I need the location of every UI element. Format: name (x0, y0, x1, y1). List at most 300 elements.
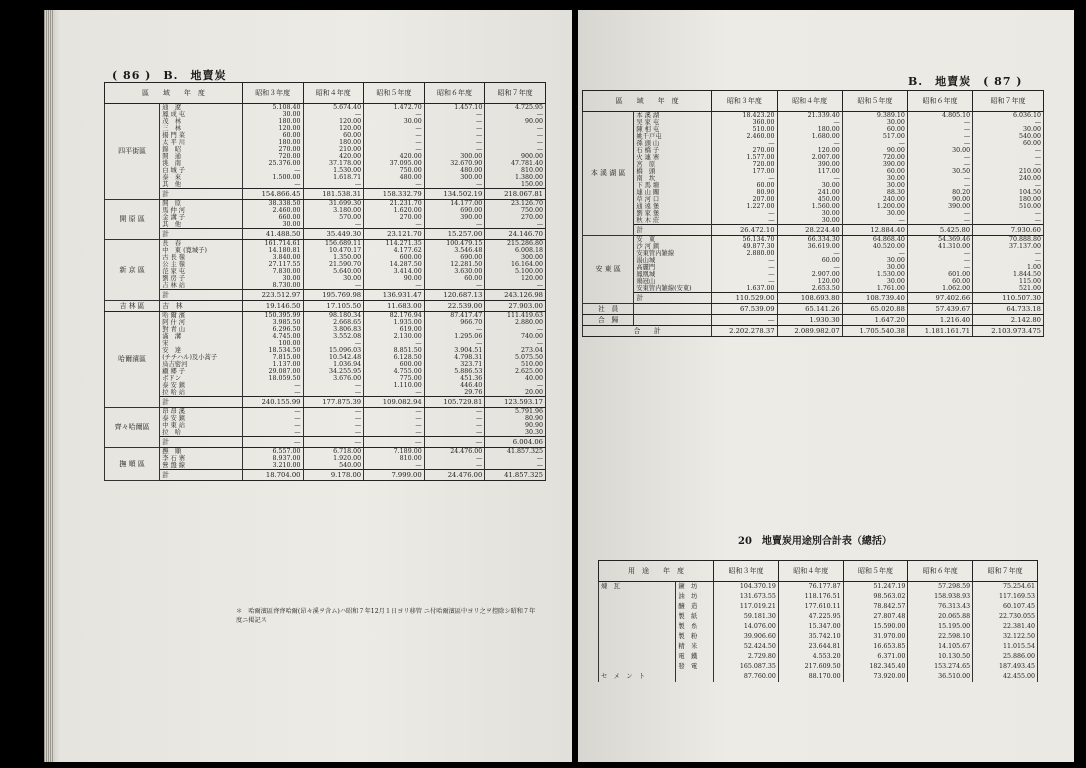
value-cell: — (907, 217, 972, 225)
value-cell: — (973, 154, 1044, 161)
value-cell: — (712, 140, 777, 147)
subtotal-value: — (303, 437, 364, 448)
value-cell: 115.00 (973, 278, 1044, 285)
table-row (105, 333, 546, 340)
value-cell: 480.00 (424, 167, 485, 174)
value-cell: 1.620.00 (364, 207, 425, 214)
value-cell: 1.137.00 (242, 361, 303, 368)
table-row (105, 167, 546, 174)
value-cell: 30.00 (777, 210, 842, 217)
value-cell: 20.065.88 (908, 612, 973, 622)
subtotal-row (583, 315, 1044, 326)
subtotal-row (583, 225, 1044, 236)
value-cell: — (973, 119, 1044, 126)
station-cell: 揚 門 菜 (160, 132, 243, 139)
table-row (583, 133, 1044, 140)
table-row (105, 347, 546, 354)
value-cell: 2.653.50 (777, 285, 842, 293)
usage-cell: セ メ ン ト (599, 672, 676, 682)
value-cell: — (303, 389, 364, 397)
value-cell: 270.00 (712, 147, 777, 154)
table-row (105, 111, 546, 118)
value-cell: 23.126.70 (485, 200, 546, 208)
usage-cell: 煉 瓦 (599, 582, 676, 593)
value-cell: — (424, 221, 485, 229)
value-cell: 1.560.00 (777, 203, 842, 210)
station-cell: 陳 相 屯 (634, 126, 712, 133)
value-cell: 1.680.00 (777, 133, 842, 140)
value-cell: 30.30 (485, 429, 546, 437)
station-cell: 鳳 成 屯 (160, 111, 243, 118)
region-cell: 本 溪 湖 區 (583, 112, 634, 236)
value-cell: 2.007.00 (777, 154, 842, 161)
value-cell: 30.00 (842, 210, 907, 217)
station-cell: 安 達 (160, 347, 243, 354)
table-row (105, 375, 546, 382)
value-cell: — (973, 217, 1044, 225)
value-cell: 120.00 (777, 278, 842, 285)
value-cell: — (303, 221, 364, 229)
station-cell: 安東管内雑線 (634, 250, 712, 257)
table-row (599, 652, 1038, 662)
value-cell: 446.40 (424, 382, 485, 389)
value-cell: — (303, 422, 364, 429)
usage-cell (599, 632, 676, 642)
value-cell: 30.00 (242, 221, 303, 229)
value-cell: 4.725.95 (485, 104, 546, 112)
value-cell: 4.177.62 (364, 247, 425, 254)
subtotal-value: 97.402.66 (907, 293, 972, 304)
left-page (44, 10, 572, 762)
value-cell: — (303, 340, 364, 347)
value-cell: 120.00 (777, 147, 842, 154)
value-cell: 10.542.48 (303, 354, 364, 361)
value-cell: 38.338.50 (242, 200, 303, 208)
value-cell: 60.107.45 (973, 602, 1038, 612)
value-cell: 22.381.40 (973, 622, 1038, 632)
value-cell: — (485, 111, 546, 118)
value-cell: 150.00 (485, 181, 546, 189)
usage-cell (599, 642, 676, 652)
station-cell: 吉 林 站 (160, 282, 243, 290)
value-cell: 740.00 (485, 333, 546, 340)
station-cell: 石 橋 子 (634, 147, 712, 154)
value-cell: 187.493.45 (973, 662, 1038, 672)
value-cell: — (712, 175, 777, 182)
value-cell: 8.937.00 (242, 455, 303, 462)
usage-sub-cell: 醸 造 (676, 602, 714, 612)
subtotal-value: — (242, 437, 303, 448)
value-cell: 70.888.80 (973, 236, 1044, 244)
value-cell: 49.877.30 (712, 243, 777, 250)
value-cell: 3.985.50 (242, 319, 303, 326)
value-cell: 1.062.00 (907, 285, 972, 293)
value-cell: — (364, 340, 425, 347)
page-edges (44, 10, 54, 762)
value-cell: 54.369.46 (907, 236, 972, 244)
value-cell: 117.00 (777, 168, 842, 175)
value-cell: 87.760.00 (714, 672, 779, 682)
value-cell: — (712, 278, 777, 285)
value-cell: 5.791.96 (485, 408, 546, 416)
value-cell: — (712, 271, 777, 278)
value-cell: 180.00 (242, 118, 303, 125)
value-cell: — (485, 146, 546, 153)
value-cell: 1.935.00 (364, 319, 425, 326)
value-cell: 14.177.00 (424, 200, 485, 208)
value-cell: 510.00 (485, 361, 546, 368)
station-cell: 烏吉密河 (160, 361, 243, 368)
table-row (105, 282, 546, 290)
value-cell: 7.830.00 (242, 268, 303, 275)
value-cell: 165.087.35 (714, 662, 779, 672)
table-row (583, 119, 1044, 126)
subtotal-value: 110.507.30 (973, 293, 1044, 304)
value-cell: 240.00 (973, 175, 1044, 182)
table-row (105, 132, 546, 139)
value-cell: 60.00 (242, 132, 303, 139)
station-cell: 開 原 (160, 200, 243, 208)
subtotal-label: 計 (160, 189, 243, 200)
value-cell: 30.00 (842, 175, 907, 182)
value-cell: — (424, 326, 485, 333)
grand-total-label: 合 計 (583, 326, 712, 337)
value-cell: 118.176.51 (778, 592, 843, 602)
value-cell: 810.00 (364, 455, 425, 462)
value-cell: 15.590.00 (843, 622, 908, 632)
value-cell: — (242, 167, 303, 174)
value-cell: 30.00 (242, 111, 303, 118)
station-cell: 開 通 (160, 153, 243, 160)
station-cell: 中 東 站 (160, 422, 243, 429)
subtotal-value: 27.903.00 (485, 301, 546, 312)
subtotal-label: 計 (160, 437, 243, 448)
value-cell: — (907, 250, 972, 257)
usage-table (598, 560, 1038, 682)
station-cell: (チチハル)及小蒿子 (160, 354, 243, 361)
station-cell: ボドン (160, 375, 243, 382)
subtotal-label (634, 304, 712, 315)
grand-total-value: 2.202.278.37 (712, 326, 777, 337)
value-cell: 1.844.50 (973, 271, 1044, 278)
usage-sub-cell (676, 672, 714, 682)
value-cell: 480.00 (364, 174, 425, 181)
station-cell: 通 遠 堡 (634, 203, 712, 210)
station-cell: 南 坎 (634, 175, 712, 182)
value-cell: 14.287.50 (364, 261, 425, 268)
subtotal-value: 5.425.80 (907, 225, 972, 236)
table-row (583, 189, 1044, 196)
subtotal-value: 105.729.81 (424, 397, 485, 408)
subtotal-value: 110.529.00 (712, 293, 777, 304)
table-row (105, 146, 546, 153)
value-cell: — (364, 389, 425, 397)
subtotal-row (583, 293, 1044, 304)
header-cell-year: 昭和６年度 (424, 83, 485, 104)
station-cell: 安東管内雑線(安東) (634, 285, 712, 293)
region-cell: 開 原 區 (105, 200, 160, 240)
station-cell: 泰 來 (160, 174, 243, 181)
value-cell: 22.598.10 (908, 632, 973, 642)
value-cell: — (303, 382, 364, 389)
subtotal-value: 67.539.09 (712, 304, 777, 315)
value-cell: 3.552.08 (303, 333, 364, 340)
table-row (105, 261, 546, 268)
value-cell: 510.00 (712, 126, 777, 133)
value-cell: 60.00 (424, 275, 485, 282)
subtotal-value: 11.683.00 (364, 301, 425, 312)
subtotal-row (105, 290, 546, 301)
value-cell: 104.50 (973, 189, 1044, 196)
value-cell: 120.00 (485, 275, 546, 282)
table-row (583, 168, 1044, 175)
value-cell: 8.730.00 (242, 282, 303, 290)
region-cell: 哈爾濱區 (105, 312, 160, 408)
station-cell: 泰 安 鎮 (160, 415, 243, 422)
value-cell: 750.00 (364, 167, 425, 174)
usage-sub-cell: 製 紙 (676, 612, 714, 622)
subtotal-value: 177.875.39 (303, 397, 364, 408)
value-cell: 51.247.19 (843, 582, 908, 593)
value-cell: 22.730.055 (973, 612, 1038, 622)
value-cell: 180.00 (242, 139, 303, 146)
table-row (583, 217, 1044, 225)
region-cell: 新 京 區 (105, 240, 160, 301)
header-cell-year: 昭和４年度 (303, 83, 364, 104)
value-cell: — (364, 221, 425, 229)
value-cell: — (712, 217, 777, 225)
table-row (583, 210, 1044, 217)
value-cell: — (424, 429, 485, 437)
value-cell: 20.00 (485, 389, 546, 397)
header-cell-year: 昭和５年度 (364, 83, 425, 104)
value-cell: 540.00 (303, 462, 364, 470)
usage-cell (599, 662, 676, 672)
value-cell: 1.920.00 (303, 455, 364, 462)
value-cell: 90.00 (364, 275, 425, 282)
subtotal-value: 22.539.00 (424, 301, 485, 312)
value-cell: 900.00 (485, 153, 546, 160)
grand-total-value: 2.089.982.07 (777, 326, 842, 337)
subtotal-value: — (424, 437, 485, 448)
table-row (105, 104, 546, 112)
header-cell-year: 昭和７年度 (973, 561, 1038, 582)
header-cell-year: 昭和７年度 (973, 91, 1044, 112)
value-cell: 6.557.00 (242, 448, 303, 456)
station-cell: 劉 家 堡 (634, 210, 712, 217)
value-cell: 241.00 (777, 189, 842, 196)
value-cell: — (485, 221, 546, 229)
value-cell: — (485, 132, 546, 139)
value-cell: 36.510.00 (908, 672, 973, 682)
value-cell: 570.00 (303, 214, 364, 221)
subtotal-value: 240.155.99 (242, 397, 303, 408)
value-cell: — (424, 462, 485, 470)
table-row (105, 174, 546, 181)
value-cell: 360.00 (712, 119, 777, 126)
value-cell: — (777, 119, 842, 126)
value-cell: — (364, 282, 425, 290)
value-cell: 88.30 (842, 189, 907, 196)
value-cell: — (424, 422, 485, 429)
table-row (583, 264, 1044, 271)
value-cell: 420.00 (303, 153, 364, 160)
grand-total-row (583, 326, 1044, 337)
subtotal-value: 65.020.88 (842, 304, 907, 315)
value-cell: — (424, 125, 485, 132)
station-cell: 宋 (160, 340, 243, 347)
value-cell: 2.880.00 (485, 319, 546, 326)
value-cell: 30.00 (907, 147, 972, 154)
value-cell: 6.008.18 (485, 247, 546, 254)
header-cell-year: 昭和７年度 (485, 83, 546, 104)
value-cell: 6.718.00 (303, 448, 364, 456)
value-cell: 30.00 (303, 275, 364, 282)
region-cell: 齊々哈爾區 (105, 408, 160, 448)
value-cell: — (907, 257, 972, 264)
station-cell: 拉 哈 (160, 429, 243, 437)
value-cell: 100.479.15 (424, 240, 485, 248)
usage-cell (599, 602, 676, 612)
value-cell: — (242, 415, 303, 422)
value-cell: 120.00 (303, 118, 364, 125)
station-cell: 白 城 子 (160, 167, 243, 174)
value-cell: 88.170.00 (778, 672, 843, 682)
value-cell: 40.00 (485, 375, 546, 382)
value-cell: 9.389.10 (842, 112, 907, 120)
value-cell: 75.254.61 (973, 582, 1038, 593)
table-row (583, 236, 1044, 244)
usage-cell (599, 592, 676, 602)
value-cell: — (242, 181, 303, 189)
value-cell: 690.00 (424, 207, 485, 214)
value-cell: 117.169.53 (973, 592, 1038, 602)
value-cell: 177.610.11 (778, 602, 843, 612)
value-cell: 2.668.65 (303, 319, 364, 326)
value-cell: 153.274.65 (908, 662, 973, 672)
value-cell: 80.90 (712, 189, 777, 196)
value-cell: 87.417.47 (424, 312, 485, 320)
value-cell: — (973, 182, 1044, 189)
subtotal-row (105, 229, 546, 240)
value-cell: 182.345.40 (843, 662, 908, 672)
value-cell: 450.00 (777, 196, 842, 203)
page-header-left: ( 86 ) B. 地賣炭 (112, 69, 227, 82)
usage-sub-cell: 電 鐵 (676, 652, 714, 662)
value-cell: — (777, 264, 842, 271)
table-row (105, 455, 546, 462)
left-data-table (104, 82, 546, 481)
value-cell: 1.637.00 (712, 285, 777, 293)
subtotal-label: 吉 林 (160, 301, 243, 312)
value-cell: 18.423.20 (712, 112, 777, 120)
value-cell: 600.00 (364, 361, 425, 368)
value-cell: 18.534.50 (242, 347, 303, 354)
table-row (599, 662, 1038, 672)
value-cell: — (424, 415, 485, 422)
value-cell: 270.00 (242, 146, 303, 153)
usage-cell (599, 612, 676, 622)
value-cell: — (907, 175, 972, 182)
value-cell: — (907, 210, 972, 217)
value-cell: — (424, 132, 485, 139)
value-cell: 16.653.85 (843, 642, 908, 652)
value-cell: 5.075.50 (485, 354, 546, 361)
subtotal-value: 35.449.30 (303, 229, 364, 240)
table-row (105, 312, 546, 320)
value-cell: — (364, 415, 425, 422)
table-row (105, 382, 546, 389)
subtotal-value: 65.141.26 (777, 304, 842, 315)
value-cell: 210.00 (973, 168, 1044, 175)
header-cell-region: 區 域 年 度 (583, 91, 712, 112)
subtotal-value: 2.142.80 (973, 315, 1044, 326)
value-cell: — (485, 340, 546, 347)
value-cell: 180.00 (973, 196, 1044, 203)
value-cell: 76.177.87 (778, 582, 843, 593)
region-cell: 安 東 區 (583, 236, 634, 304)
value-cell: 34.255.95 (303, 368, 364, 375)
subtotal-value: 23.121.70 (364, 229, 425, 240)
right-data-table (582, 90, 1044, 337)
subtotal-value: 109.082.94 (364, 397, 425, 408)
station-cell: 營 盤 線 (160, 462, 243, 470)
header-cell-year: 昭和３年度 (712, 91, 777, 112)
header-cell-year: 昭和５年度 (843, 561, 908, 582)
usage-sub-cell: 油 坊 (676, 592, 714, 602)
value-cell: 30.00 (842, 119, 907, 126)
value-cell: 59.181.30 (714, 612, 779, 622)
station-cell: 高麗門 (634, 264, 712, 271)
table-row (583, 271, 1044, 278)
header-cell-year: 昭和４年度 (777, 91, 842, 112)
subtotal-label: 計 (160, 470, 243, 481)
value-cell: — (303, 429, 364, 437)
value-cell: 114.271.35 (364, 240, 425, 248)
value-cell: 60.00 (842, 168, 907, 175)
value-cell: 60.00 (973, 140, 1044, 147)
station-cell: 泰 安 鎮 (160, 382, 243, 389)
value-cell: 5.640.00 (303, 268, 364, 275)
value-cell: 150.395.99 (242, 312, 303, 320)
table-row (599, 632, 1038, 642)
station-cell: 哈 爾 濱 (160, 312, 243, 320)
station-cell: 吴 家 屯 (634, 119, 712, 126)
region-cell: 撫 順 區 (105, 448, 160, 481)
usage-sub-cell: 發 電 (676, 662, 714, 672)
usage-sub-cell: 精 米 (676, 642, 714, 652)
table-row (105, 254, 546, 261)
table-row (105, 422, 546, 429)
table-row (599, 672, 1038, 682)
value-cell: 15.096.03 (303, 347, 364, 354)
value-cell: 540.00 (973, 133, 1044, 140)
station-cell: 滿 溝 (160, 333, 243, 340)
value-cell: 3.180.00 (303, 207, 364, 214)
value-cell: — (303, 282, 364, 290)
header-cell-year: 昭和６年度 (907, 91, 972, 112)
value-cell: 390.00 (907, 203, 972, 210)
value-cell: 775.00 (364, 375, 425, 382)
value-cell: — (364, 111, 425, 118)
subtotal-value: 1.930.30 (777, 315, 842, 326)
station-cell: 茂 林 (160, 118, 243, 125)
station-cell: 沙 河 鎮 (634, 243, 712, 250)
header-row (105, 83, 546, 104)
value-cell: 1.036.94 (303, 361, 364, 368)
table-row (583, 154, 1044, 161)
value-cell: 1.500.00 (242, 174, 303, 181)
